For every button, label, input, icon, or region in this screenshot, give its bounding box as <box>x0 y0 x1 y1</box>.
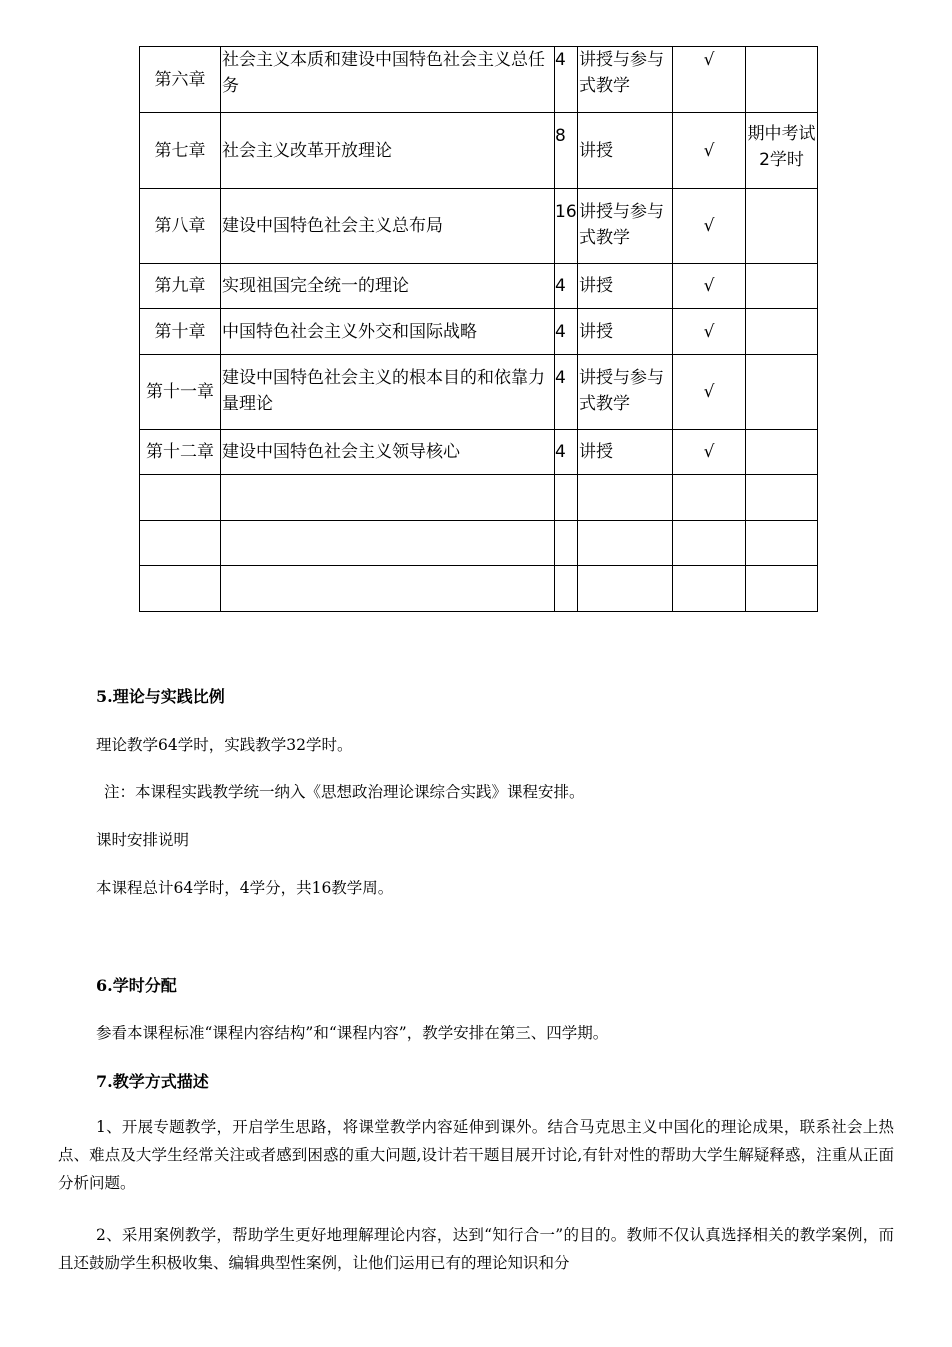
section-6-text: 参看本课程标准“课程内容结构”和“课程内容”，教学安排在第三、四学期。 <box>96 1024 609 1042</box>
empty-cell <box>746 475 818 521</box>
hours-cell: 4 <box>555 309 578 355</box>
check-cell: √ <box>673 355 746 430</box>
section-7-paragraph-2: 2、采用案例教学，帮助学生更好地理解理论内容，达到“知行合一”的目的。教师不仅认真选择相关的教学案例，而且还鼓励学生积极收集、编辑典型性案例，让他们运用已有的理论知识和分 <box>58 1226 894 1272</box>
chapter-cell: 第九章 <box>140 264 221 309</box>
method-cell: 讲授 <box>578 430 673 475</box>
check-cell: √ <box>673 113 746 189</box>
chapter-cell: 第十二章 <box>140 430 221 475</box>
method-cell: 讲授 <box>578 309 673 355</box>
empty-cell <box>221 566 555 612</box>
note-cell <box>746 430 818 475</box>
hours-cell: 4 <box>555 430 578 475</box>
table-row <box>140 113 818 189</box>
chapter-cell: 第十一章 <box>140 355 221 430</box>
note-cell <box>746 189 818 264</box>
section-5-heading: 5.理论与实践比例 <box>96 687 225 706</box>
method-cell: 讲授与参与式教学 <box>578 47 673 113</box>
empty-cell <box>221 521 555 566</box>
title-cell: 实现祖国完全统一的理论 <box>221 264 555 309</box>
hours-cell: 16 <box>555 189 578 264</box>
chapter-cell: 第十章 <box>140 309 221 355</box>
table-row <box>140 309 818 355</box>
title-cell: 社会主义本质和建设中国特色社会主义总任务 <box>221 47 555 113</box>
title-cell: 建设中国特色社会主义领导核心 <box>221 430 555 475</box>
empty-row <box>140 475 818 521</box>
empty-cell <box>555 475 578 521</box>
chapter-cell: 第七章 <box>140 113 221 189</box>
empty-cell <box>578 521 673 566</box>
title-cell: 建设中国特色社会主义总布局 <box>221 189 555 264</box>
empty-cell <box>140 521 221 566</box>
title-cell: 社会主义改革开放理论 <box>221 113 555 189</box>
chapter-cell: 第六章 <box>140 47 221 113</box>
check-cell: √ <box>673 309 746 355</box>
empty-cell <box>578 566 673 612</box>
course-schedule-table <box>139 46 818 612</box>
empty-cell <box>746 521 818 566</box>
table-row <box>140 355 818 430</box>
note-cell: 期中考试2学时 <box>746 113 818 189</box>
check-cell: √ <box>673 430 746 475</box>
empty-cell <box>578 475 673 521</box>
chapter-cell: 第八章 <box>140 189 221 264</box>
hours-cell: 4 <box>555 264 578 309</box>
method-cell: 讲授 <box>578 264 673 309</box>
method-cell: 讲授与参与式教学 <box>578 355 673 430</box>
check-cell: √ <box>673 264 746 309</box>
note-cell <box>746 264 818 309</box>
empty-cell <box>673 521 746 566</box>
empty-cell <box>746 566 818 612</box>
note-cell <box>746 355 818 430</box>
empty-cell <box>140 566 221 612</box>
section-6-heading: 6.学时分配 <box>96 976 177 995</box>
empty-row <box>140 521 818 566</box>
table-row <box>140 430 818 475</box>
note-cell <box>746 47 818 113</box>
section-5-total-text: 本课程总计64学时，4学分，共16教学周。 <box>96 879 394 897</box>
table-row <box>140 264 818 309</box>
empty-cell <box>140 475 221 521</box>
empty-cell <box>555 521 578 566</box>
section-7-paragraph-1: 1、开展专题教学，开启学生思路，将课堂教学内容延伸到课外。结合马克思主义中国化的理论成果，联系社会上热点、难点及大学生经常关注或者感到困惑的重大问题,设计若干题目展开讨论,有针对性的帮助大学生解疑释惑，注重从正面分析问题。 <box>58 1118 894 1192</box>
title-cell: 中国特色社会主义外交和国际战略 <box>221 309 555 355</box>
empty-cell <box>673 566 746 612</box>
method-cell: 讲授 <box>578 113 673 189</box>
table-row <box>140 47 818 113</box>
hours-cell: 4 <box>555 47 578 113</box>
empty-cell <box>221 475 555 521</box>
section-7-heading: 7.教学方式描述 <box>96 1072 209 1091</box>
method-cell: 讲授与参与式教学 <box>578 189 673 264</box>
check-cell: √ <box>673 189 746 264</box>
section-5-subheading: 课时安排说明 <box>96 831 190 849</box>
table-row <box>140 189 818 264</box>
section-5-note: 注：本课程实践教学统一纳入《思想政治理论课综合实践》课程安排。 <box>104 783 585 801</box>
note-cell <box>746 309 818 355</box>
section-5-ratio-text: 理论教学64学时，实践教学32学时。 <box>96 736 353 754</box>
title-cell: 建设中国特色社会主义的根本目的和依靠力量理论 <box>221 355 555 430</box>
hours-cell: 8 <box>555 113 578 189</box>
empty-cell <box>673 475 746 521</box>
hours-cell: 4 <box>555 355 578 430</box>
empty-cell <box>555 566 578 612</box>
empty-row <box>140 566 818 612</box>
check-cell: √ <box>673 47 746 113</box>
